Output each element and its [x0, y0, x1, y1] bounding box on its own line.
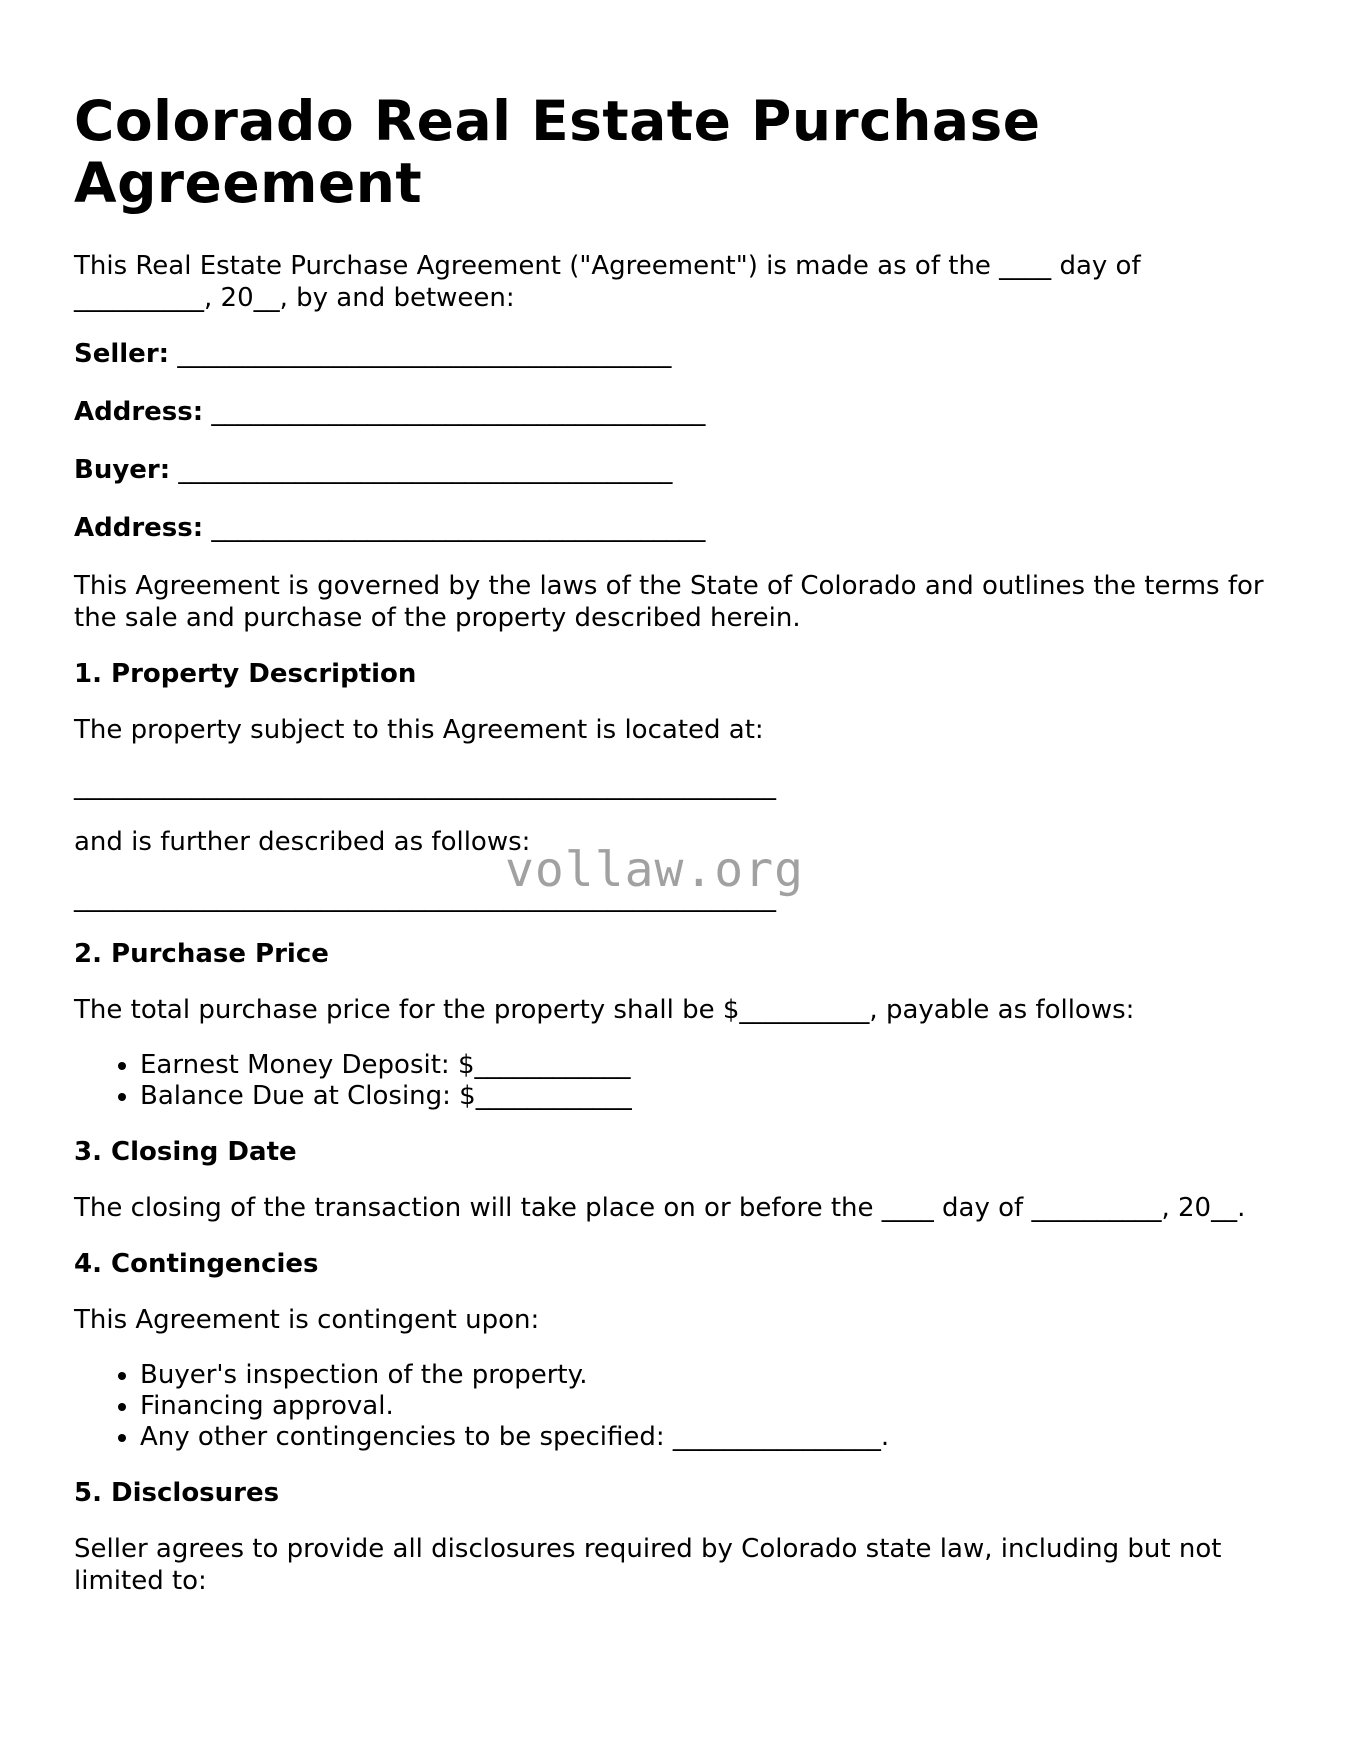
property-further-text: and is further described as follows:	[74, 827, 531, 857]
list-item: • Earnest Money Deposit: $____________	[140, 1050, 1274, 1081]
property-location-blank: ______________________________________________________	[74, 771, 776, 801]
contingencies-list	[74, 1360, 1274, 1453]
list-item: • Financing approval.	[140, 1391, 1274, 1422]
watermark: vollaw.org	[505, 842, 804, 898]
disclosures-text: Seller agrees to provide all disclosures required by Colorado state law, including but not limited to:	[74, 1534, 1222, 1596]
intro-paragraph: This Real Estate Purchase Agreement ("Agreement") is made as of the ____ day of __________, 20__, by and between:	[74, 251, 1141, 313]
seller-address-blank: ______________________________________	[211, 397, 706, 427]
seller-address-line	[74, 396, 1274, 428]
buyer-address-label: Address:	[74, 513, 204, 543]
section-heading-price: 2. Purchase Price	[74, 939, 329, 969]
buyer-address-line	[74, 512, 1274, 544]
property-description-blank: ______________________________________________________	[74, 883, 776, 913]
contingencies-text: This Agreement is contingent upon:	[74, 1305, 540, 1335]
buyer-line	[74, 454, 1274, 486]
list-item: • Balance Due at Closing: $____________	[140, 1081, 1274, 1112]
seller-label: Seller:	[74, 339, 170, 369]
closing-text: The closing of the transaction will take place on or before the ____ day of __________, 20__.	[74, 1193, 1246, 1223]
seller-line	[74, 338, 1274, 370]
price-list	[74, 1050, 1274, 1112]
buyer-address-blank: ______________________________________	[211, 513, 706, 543]
list-item: • Any other contingencies to be specified: ________________.	[140, 1422, 1274, 1453]
buyer-blank: ______________________________________	[178, 455, 673, 485]
price-text: The total purchase price for the property shall be $__________, payable as follows:	[74, 995, 1135, 1025]
buyer-label: Buyer:	[74, 455, 171, 485]
governing-paragraph: This Agreement is governed by the laws of the State of Colorado and outlines the terms for the sale and purchase of the property described herein.	[74, 571, 1264, 633]
section-heading-disclosures: 5. Disclosures	[74, 1478, 280, 1508]
list-item: • Buyer's inspection of the property.	[140, 1360, 1274, 1391]
section-heading-contingencies: 4. Contingencies	[74, 1249, 319, 1279]
section-heading-property: 1. Property Description	[74, 659, 417, 689]
seller-blank: ______________________________________	[177, 339, 672, 369]
page-title: Colorado Real Estate Purchase Agreement	[74, 89, 1041, 215]
section-heading-closing: 3. Closing Date	[74, 1137, 297, 1167]
property-text: The property subject to this Agreement is located at:	[74, 715, 764, 745]
seller-address-label: Address:	[74, 397, 204, 427]
